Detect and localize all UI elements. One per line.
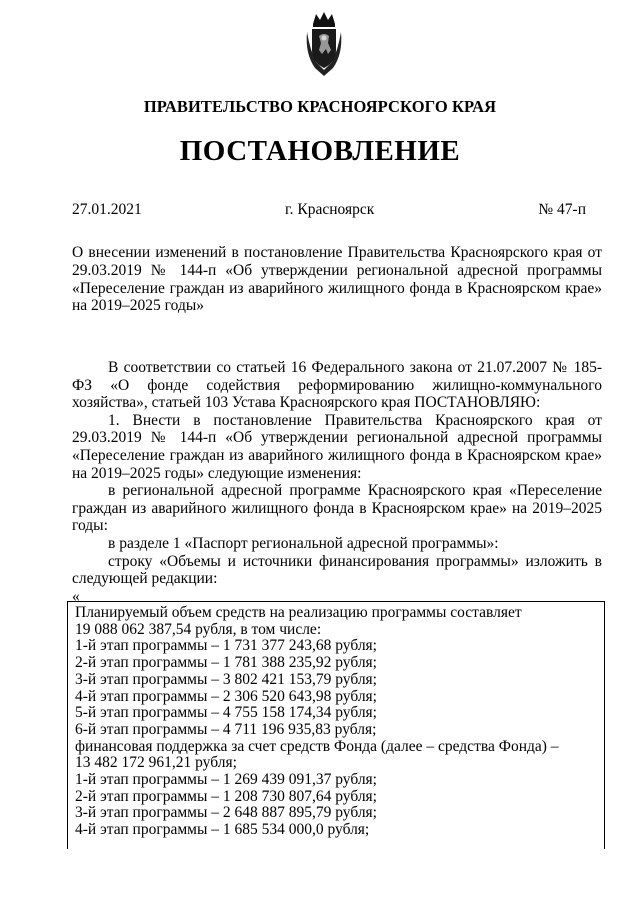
body-paragraph: строку «Объемы и источники финансирования программы» изложить в следующей редакции:: [72, 552, 602, 588]
funding-line: 3-й этап программы – 3 802 421 153,79 рубля;: [75, 670, 377, 688]
funding-line: 1-й этап программы – 1 269 439 091,37 рубля;: [75, 771, 377, 789]
coat-of-arms-icon: [305, 10, 343, 78]
funding-line: 13 482 172 961,21 рубля;: [75, 754, 237, 772]
funding-line: 4-й этап программы – 1 685 534 000,0 рубля;: [75, 821, 370, 839]
opening-quote-mark: «: [72, 587, 80, 605]
government-title: ПРАВИТЕЛЬСТВО КРАСНОЯРСКОГО КРАЯ: [143, 97, 497, 116]
funding-line: 2-й этап программы – 1 208 730 807,64 рубля;: [75, 787, 377, 805]
body-paragraph: 1. Внести в постановление Правительства Красноярского края от 29.03.2019 № 144-п «Об утверждении региональной адресной программы «Переселение граждан из аварийного жилищного фонда в Красноярском крае» на 2019–2025 годы» следующие изменения:: [72, 411, 602, 482]
funding-line: 3-й этап программы – 2 648 887 895,79 рубля;: [75, 804, 377, 822]
funding-line: 19 088 062 387,54 рубля, в том числе:: [75, 620, 322, 638]
document-date: 27.01.2021: [72, 201, 142, 218]
body-paragraph: В соответствии со статьей 16 Федерального закона от 21.07.2007 № 185-ФЗ «О фонде содействия реформированию жилищно-коммунального хозяйства», статьей 103 Устава Красноярского края ПОСТАНОВЛЯЮ:: [72, 359, 602, 412]
funding-line: финансовая поддержка за счет средств Фонда (далее – средства Фонда) –: [75, 737, 559, 755]
funding-line: 2-й этап программы – 1 781 388 235,92 рубля;: [75, 654, 377, 672]
funding-line: Планируемый объем средств на реализацию программы составляет: [75, 604, 522, 621]
document-type-title: ПОСТАНОВЛЕНИЕ: [179, 135, 461, 167]
body-paragraph: в разделе 1 «Паспорт региональной адресной программы»:: [108, 534, 499, 552]
funding-table-cell: [67, 601, 605, 849]
document-number: № 47-п: [538, 201, 586, 218]
funding-line: 1-й этап программы – 1 731 377 243,68 рубля;: [75, 637, 377, 655]
funding-line: 6-й этап программы – 4 711 196 935,83 рубля;: [75, 720, 377, 738]
funding-line: 5-й этап программы – 4 755 158 174,34 рубля;: [75, 704, 377, 722]
document-city: г. Красноярск: [285, 201, 375, 218]
body-paragraph: в региональной адресной программе Красноярского края «Переселение граждан из аварийного жилищного фонда в Красноярском крае» на 2019–2025 годы:: [72, 482, 602, 535]
funding-line: 4-й этап программы – 2 306 520 643,98 рубля;: [75, 687, 377, 705]
document-body: [72, 359, 602, 604]
document-subject: О внесении изменений в постановление Правительства Красноярского края от 29.03.2019 № 144-п «Об утверждении региональной адресной программы «Переселение граждан из аварийного жилищного фонда в Красноярском крае» на 2019–2025 годы»: [72, 244, 602, 315]
